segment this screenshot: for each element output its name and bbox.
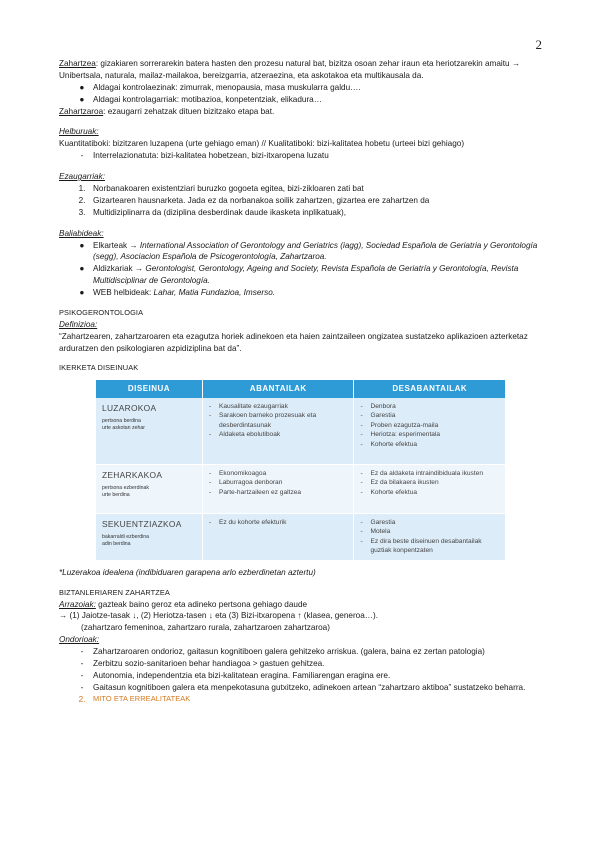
item-number: 1. <box>78 184 86 194</box>
next-section-heading: MITO ETA ERREALITATEAK <box>93 693 191 703</box>
next-section <box>59 694 543 706</box>
zahartzaroa-text: : ezaugarri zehatzak dituen bizitzako etapa bat. <box>103 106 275 116</box>
zahartzaroa-paragraph <box>59 106 543 118</box>
item-number: 3. <box>78 207 86 217</box>
arrazoiak-label: Arrazoiak: <box>59 599 96 609</box>
col-header: ABANTAILAK <box>202 380 354 398</box>
list-item <box>59 183 543 195</box>
list-item: ● Elkarteak → International Association of Gerontology and Geriatrics (iagg), Sociedad Española de Geriatria y Gerontología (segg), Asociacion Española de Psicogerontología, Zahartzaroa. <box>79 240 538 262</box>
arrazoiak-causes: → (1) Jaiotze-tasak ↓, (2) Heriotza-tasen ↓ eta (3) Bizi-itxaropena ↑ (klasea, generoa…). <box>59 611 378 621</box>
table-row <box>96 513 506 560</box>
pro-item: - Aldaketa ebolutiboak <box>209 430 348 440</box>
design-table <box>96 380 506 561</box>
psikogerontologia-heading: PSIKOGERONTOLOGIA <box>59 308 144 318</box>
ezaugarri-text: Norbanakoaren existentziari buruzko gogoeta egitea, bizi-zikloaren zati bat <box>93 184 364 194</box>
table-row <box>96 398 506 465</box>
term-zahartzaroa: Zahartzaroa <box>59 106 104 116</box>
helburuak-sub: Interrelazionatuta: bizi-kalitatea hobetzean, bizi-itxaropena luzatu <box>93 151 329 161</box>
page-number: 2 <box>535 37 542 52</box>
helburuak-heading: Helburuak: <box>59 127 99 137</box>
list-item: - Zahartzaroaren ondorioz, gaitasun kognitiboen galera gehitzeko arriskua. (galera, baina ez zertan patologia) <box>59 646 543 658</box>
ondorio-text: Autonomia, independentzia eta bizi-kalitatean eragina. Familiarengan eragina ere. <box>93 670 391 680</box>
col-header: DISEINUA <box>96 380 202 398</box>
list-item <box>59 207 543 219</box>
baliabideak-heading: Baliabideak: <box>59 228 104 238</box>
next-section-number: 2. <box>78 694 86 704</box>
baliabide-text: International Association of Gerontology and Geriatrics (iagg), Sociedad Española de Geriatria y Gerontología (segg), Asociacion Española de Psicogerontología, Zahartzaroa. <box>93 240 538 262</box>
con-item: - Heriotza: esperimentala <box>360 430 499 440</box>
con-item: - Proben ezagutza-maila <box>360 421 499 431</box>
con-item: - Ez dira beste diseinuen desabantailak guztiak konpentzaten <box>360 537 499 556</box>
biztanleria-heading: BIZTANLERIAREN ZAHARTZEA <box>59 587 170 597</box>
helburuak-line: Kuantitatiboki: bizitzaren luzapena (urte gehiago eman) // Kualitatiboki: bizi-kalitatea hobetu (urteei bizi gehiago) <box>59 139 465 149</box>
con-item: - Kohorte efektua <box>360 488 499 498</box>
table-note: *Luzerakoa idealena (indibiduaren garapena arlo ezberdinetan aztertu) <box>59 567 316 577</box>
pro-item: - Ekonomikoagoa <box>209 469 348 479</box>
document-body <box>59 58 543 706</box>
con-item: - Garestia <box>360 518 499 528</box>
ezaugarri-text: Gizartearen hausnarketa. Jada ez da norbanakoa soilik zahartzen, gizartea ere zahartzen da <box>93 195 430 205</box>
design-name: SEKUENTZIAZKOA <box>102 518 182 529</box>
baliabide-text: Gerontologist, Gerontology, Ageing and Society, Revista Española de Geriatría y Gerontología, Revista Multidisciplinar de Gerontología. <box>93 264 519 286</box>
con-item: - Ez da bilakaera ikusten <box>360 478 499 488</box>
definizioa-text: “Zahartzearen, zahartzaroaren eta ezagutza horiek adinekoen eta haien zaintzaileen ongizatea sustatzeko aplikazioen azterketaz arduratzen den psikologiaren azpidiziplina bat da”. <box>59 331 528 353</box>
design-sub: bakarraldi ezberdina adin berdina <box>102 533 150 547</box>
baliabide-text: Lahar, Matia Fundazioa, Imserso. <box>153 288 276 298</box>
design-sub: pertsona ezberdinak urte berdina <box>102 484 150 498</box>
baliabide-lead: WEB helbideak: <box>93 288 154 298</box>
intro-bullet: Aldagai kontrolagarriak: motibazioa, konpetentziak, elikadura… <box>93 94 322 104</box>
con-item: - Denbora <box>360 402 499 412</box>
term-zahartzea: Zahartzea <box>59 59 96 68</box>
con-item: - Kohorte efektua <box>360 440 499 450</box>
baliabide-lead: Aldizkariak → <box>93 264 146 274</box>
intro-text: : gizakiaren sorrerarekin batera hasten den prozesu natural bat, bizitza osoan zehar iraun eta heriotzarekin amaitu → Unibertsala, naturala, mailaz-mailakoa, bereizgarria, atzeraezina, eta askotakoa eta multikausala da. <box>59 59 521 80</box>
pro-item: - Laburragoa denboran <box>209 478 348 488</box>
design-sub: pertsona berdina urte askotan zehar <box>102 417 145 431</box>
ondorio-text: Zahartzaroaren ondorioz, gaitasun kognitiboen galera gehitzeko arriskua. (galera, baina ez zertan patologia) <box>93 647 485 657</box>
intro-bullet: Aldagai kontrolaezinak: zimurrak, menopausia, masa muskularra galdu…. <box>93 82 361 92</box>
pro-item: - Ez du kohorte efekturik <box>209 518 348 528</box>
table-row <box>96 464 506 513</box>
ezaugarri-text: Multidiziplinarra da (diziplina desberdinak daude ikasketa inplikatuak), <box>93 207 347 217</box>
ezaugarriak-heading: Ezaugarriak: <box>59 172 105 182</box>
list-item <box>59 195 543 207</box>
list-item: ● Aldizkariak → Gerontologist, Gerontology, Ageing and Society, Revista Española de Geriatría y Gerontología, Revista Multidisciplinar de Gerontología. <box>79 264 519 286</box>
ondorio-text: Gaitasun kognitiboen galera eta menpekotasuna gutxitzeko, adinekoen artean “zahartzaro aktiboa” sustatzeko beharra. <box>93 682 526 692</box>
pro-item: - Sarakoen barneko prozesuak eta desberdintasunak <box>209 411 348 430</box>
intro-paragraph <box>59 58 543 82</box>
definizioa-label: Definizioa: <box>59 319 98 329</box>
item-number: 2. <box>78 195 86 205</box>
list-item: - Interrelazionatuta: bizi-kalitatea hobetzean, bizi-itxaropena luzatu <box>59 150 543 162</box>
ikerketa-heading: IKERKETA DISEINUAK <box>59 363 139 373</box>
design-name: LUZAROKOA <box>102 402 157 413</box>
list-item: ● Aldagai kontrolaezinak: zimurrak, menopausia, masa muskularra galdu…. <box>59 82 543 94</box>
con-item: - Garestia <box>360 411 499 421</box>
col-header: DESABANTAILAK <box>354 380 506 398</box>
arrazoiak-text: gazteak baino geroz eta adineko pertsona gehiago daude <box>95 599 308 609</box>
list-item: - Zerbitzu sozio-sanitarioen behar handiagoa > gastuen gehitzea. <box>59 658 543 670</box>
baliabide-lead: Elkarteak → <box>93 240 140 250</box>
con-item: - Ez da aldaketa intraindibiduala ikusten <box>360 469 499 479</box>
list-item: ● WEB helbideak: Lahar, Matia Fundazioa, Imserso. <box>79 288 276 298</box>
list-item: - Gaitasun kognitiboen galera eta menpekotasuna gutxitzeko, adinekoen artean “zahartzaro aktiboa” sustatzeko beharra. <box>59 682 543 694</box>
ondorioak-label: Ondorioak: <box>59 635 100 645</box>
list-item: - Autonomia, independentzia eta bizi-kalitatean eragina. Familiarengan eragina ere. <box>59 670 543 682</box>
list-item: ● Aldagai kontrolagarriak: motibazioa, konpetentziak, elikadura… <box>59 94 543 106</box>
arrazoiak-types: (zahartzaro femeninoa, zahartzaro rurala, zahartzaroen zahartzaroa) <box>81 623 330 633</box>
design-name: ZEHARKAKOA <box>102 469 163 480</box>
con-item: - Motela <box>360 527 499 537</box>
pro-item: - Parte-hartzaileen ez galtzea <box>209 488 348 498</box>
arrazoiak-line <box>59 599 543 611</box>
pro-item: - Kausalitate ezaugarriak <box>209 402 348 412</box>
ondorio-text: Zerbitzu sozio-sanitarioen behar handiagoa > gastuen gehitzea. <box>93 659 325 669</box>
